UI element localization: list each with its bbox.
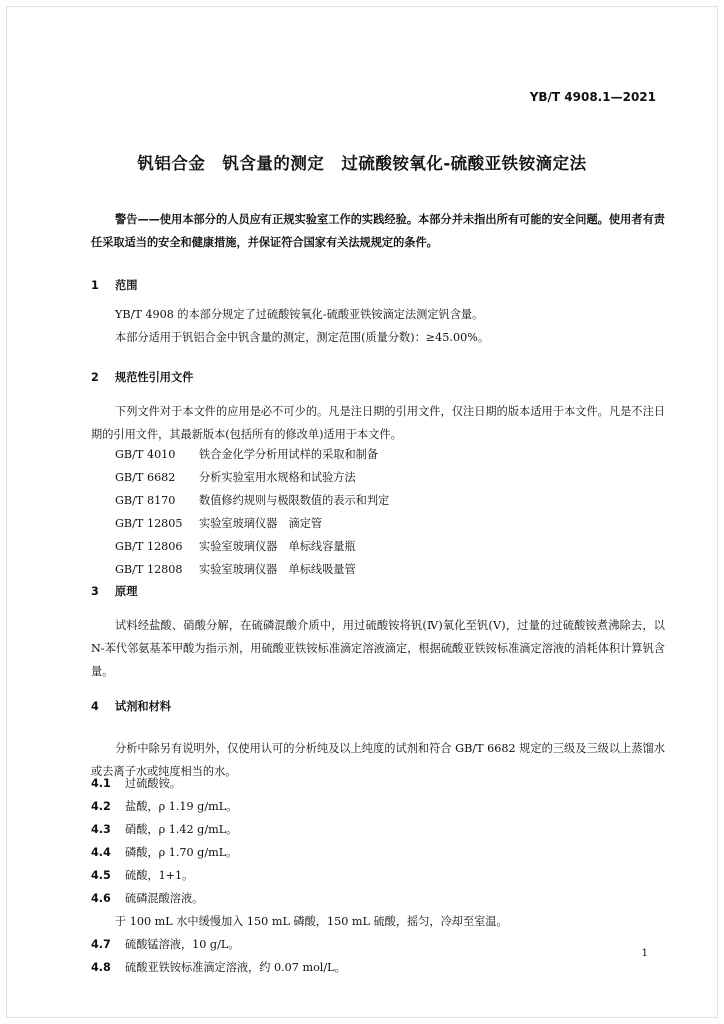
section-number: 3 <box>91 585 99 598</box>
item-text: 盐酸，ρ 1.19 g/mL。 <box>125 800 238 813</box>
document-title: 钒铝合金 钒含量的测定 过硫酸铵氧化-硫酸亚铁铵滴定法 <box>137 154 587 173</box>
section-number: 1 <box>91 279 99 292</box>
reference-code: GB/T 4010 <box>115 448 176 461</box>
reference-title: 铁合金化学分析用试样的采取和制备 <box>199 448 379 461</box>
item-number: 4.3 <box>91 823 111 836</box>
reference-item <box>115 446 378 462</box>
reagent-item <box>91 844 237 860</box>
item-number: 4.4 <box>91 846 111 859</box>
item-number: 4.2 <box>91 800 111 813</box>
reagent-item <box>91 775 181 791</box>
reference-item <box>115 492 389 508</box>
reference-code: GB/T 12808 <box>115 563 183 576</box>
section-title: 原理 <box>115 585 138 598</box>
section-3-heading <box>91 583 137 599</box>
reagents-intro-paragraph: 分析中除另有说明外，仅使用认可的分析纯及以上纯度的试剂和符合 GB/T 6682 规定的三级及三级以上蒸馏水或去离子水或纯度相当的水。 <box>91 742 665 778</box>
principle-paragraph: 试料经盐酸、硝酸分解，在硫磷混酸介质中，用过硫酸铵将钒(Ⅳ)氧化至钒(Ⅴ)，过量的过硫酸铵煮沸除去，以 N-苯代邻氨基苯甲酸为指示剂，用硫酸亚铁铵标准滴定溶液滴定，根据硫酸亚铁铵标准滴定溶液的消耗体积计算钒含量。 <box>91 619 665 678</box>
section-title: 试剂和材料 <box>115 700 171 713</box>
item-text: 硝酸，ρ 1.42 g/mL。 <box>125 823 238 836</box>
item-text: 硫酸，1+1。 <box>125 869 194 882</box>
reference-item <box>115 469 356 485</box>
reagent-item <box>91 798 237 814</box>
section-2-heading <box>91 369 193 385</box>
section-number: 2 <box>91 371 99 384</box>
section-number: 4 <box>91 700 99 713</box>
page-number: 1 <box>641 948 648 959</box>
reagent-item <box>91 936 239 952</box>
reference-item <box>115 561 356 577</box>
reference-item <box>115 538 356 554</box>
scope-paragraph-1: YB/T 4908 的本部分规定了过硫酸铵氧化-硫酸亚铁铵滴定法测定钒含量。 <box>115 308 484 321</box>
item-text: 过硫酸铵。 <box>125 777 181 790</box>
item-number: 4.8 <box>91 961 111 974</box>
reference-title: 实验室玻璃仪器 滴定管 <box>199 517 323 530</box>
section-title: 范围 <box>115 279 138 292</box>
reference-code: GB/T 12805 <box>115 517 183 530</box>
item-text: 硫酸锰溶液，10 g/L。 <box>125 938 240 951</box>
item-number: 4.7 <box>91 938 111 951</box>
section-1-heading <box>91 277 137 293</box>
item-text: 磷酸，ρ 1.70 g/mL。 <box>125 846 238 859</box>
document-id: YB/T 4908.1—2021 <box>529 90 656 104</box>
refs-intro-paragraph: 下列文件对于本文件的应用是必不可少的。凡是注日期的引用文件，仅注日期的版本适用于本文件。凡是不注日期的引用文件，其最新版本(包括所有的修改单)适用于本文件。 <box>91 405 665 441</box>
item-text: 硫磷混酸溶液。 <box>125 892 204 905</box>
item-number: 4.1 <box>91 777 111 790</box>
reagent-item <box>91 867 193 883</box>
safety-warning: 警告——使用本部分的人员应有正规实验室工作的实践经验。本部分并未指出所有可能的安全问题。使用者有责任采取适当的安全和健康措施，并保证符合国家有关法规规定的条件。 <box>91 213 665 249</box>
reference-title: 实验室玻璃仪器 单标线吸量管 <box>199 563 356 576</box>
reference-code: GB/T 12806 <box>115 540 183 553</box>
item-number: 4.5 <box>91 869 111 882</box>
reagent-item <box>91 959 346 975</box>
scope-paragraph-2: 本部分适用于钒铝合金中钒含量的测定，测定范围(质量分数)：≥45.00%。 <box>115 331 490 344</box>
item-number: 4.6 <box>91 892 111 905</box>
reference-title: 实验室玻璃仪器 单标线容量瓶 <box>199 540 356 553</box>
reference-title: 数值修约规则与极限数值的表示和判定 <box>199 494 390 507</box>
reagent-4-6-detail: 于 100 mL 水中缓慢加入 150 mL 磷酸，150 mL 硫酸，摇匀，冷却至室温。 <box>115 915 508 928</box>
reference-item <box>115 515 322 531</box>
reference-code: GB/T 8170 <box>115 494 176 507</box>
reagent-item <box>91 821 237 837</box>
reference-code: GB/T 6682 <box>115 471 176 484</box>
item-text: 硫酸亚铁铵标准滴定溶液，约 0.07 mol/L。 <box>125 961 346 974</box>
reagent-item <box>91 890 203 906</box>
reference-title: 分析实验室用水规格和试验方法 <box>199 471 356 484</box>
section-title: 规范性引用文件 <box>115 371 194 384</box>
section-4-heading <box>91 698 171 714</box>
